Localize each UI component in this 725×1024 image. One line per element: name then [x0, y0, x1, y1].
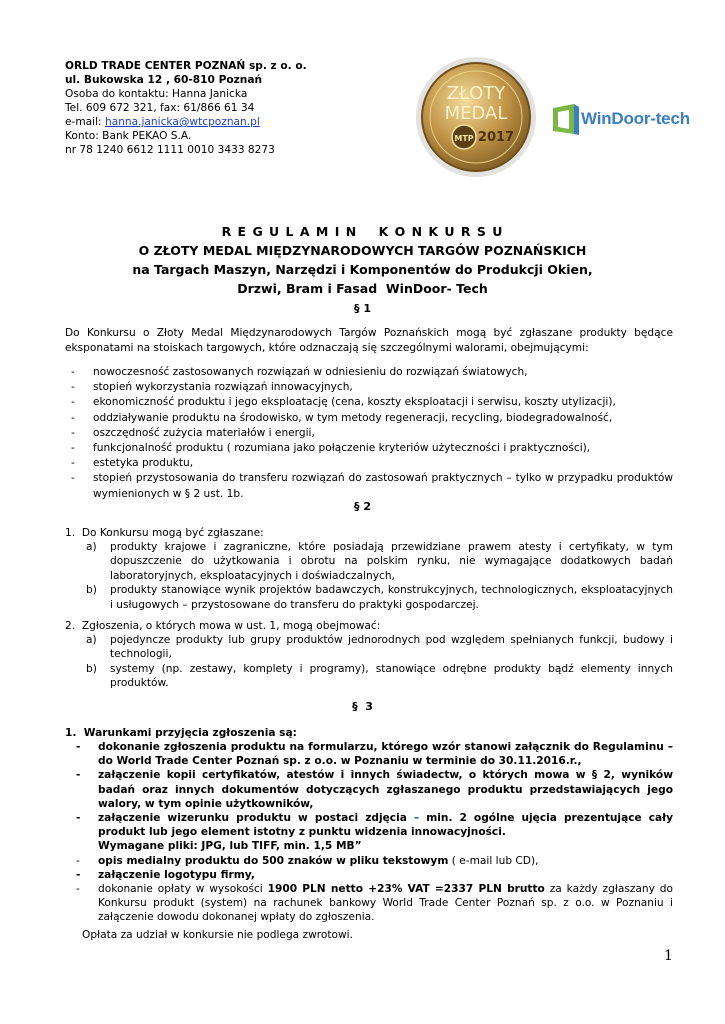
list-text: Wymagane pliki: JPG, lub TIFF, min. 1,5 MB” [98, 840, 362, 853]
medal-mtp-mark: MTP [454, 134, 474, 143]
list-letter: a) [86, 541, 97, 553]
doc-title-line4: Drzwi, Bram i Fasad WinDoor- Tech [237, 281, 488, 296]
list-text: załączenie wizerunku produktu w postaci zdjęcia [98, 812, 414, 825]
list-text: produkty stanowiące wynik projektów badawczych, konstrukcyjnych, technologicznych, eksploatacyjnych i usługowych – przystosowane do transferu do praktyki gospodarczej. [110, 584, 673, 611]
email-label: e-mail: [65, 116, 105, 128]
list-letter: b) [86, 662, 97, 675]
doc-title-block [0, 222, 725, 298]
list-text: pojedyncze produkty lub grupy produktów jednorodnych pod względem spełnianych funkcji, budowy i technologii, [110, 634, 673, 661]
list-item: - oddziaływanie produktu na środowisko, w tym metody regeneracji, recycling, biodegradowalność, [65, 411, 673, 426]
list-text: 1900 PLN netto +23% VAT =2337 PLN brutto [267, 883, 545, 896]
section-1-intro: Do Konkursu o Złoty Medal Międzynarodowych Targów Poznańskich mogą być zgłaszane produkty będące eksponatami na stoiskach targowych, które odznaczają się szczególnymi walorami, obejmującymi: [65, 327, 673, 354]
windoor-window-icon [550, 104, 580, 136]
company-name: ORLD TRADE CENTER POZNAŃ sp. z o. o. [65, 60, 307, 72]
list-item [70, 811, 673, 854]
section-2-para-2: 2. Zgłoszenia, o których mowa w ust. 1, mogą obejmować: [65, 620, 381, 632]
list-item [86, 583, 673, 612]
list-letter: a) [86, 634, 97, 646]
company-address: ul. Bukowska 12 , 60-810 Poznań [65, 74, 263, 86]
list-item: - ekonomiczność produktu i jego eksploatację (cena, koszty eksploatacji i serwisu, koszty utylizacji), [65, 395, 673, 410]
list-item: - estetyka produktu, [65, 456, 673, 471]
list-item: - załączenie kopii certyfikatów, atestów i innych świadectw, o których mowa w § 2, wyników badań oraz innych dokumentów dotyczących zgłaszanego produktu przedstawiających jego walory, w tym opinie użytkowników, [70, 768, 673, 811]
list-item [70, 854, 673, 868]
list-letter: b) [86, 584, 97, 597]
list-text: systemy (np. zestawy, komplety i programy), stanowiące odrębne produkty bądź elementy innych produktów. [110, 662, 673, 690]
list-text: ( e-mail lub CD), [448, 854, 539, 867]
list-item [86, 662, 673, 691]
doc-title-line2: O ZŁOTY MEDAL MIĘDZYNARODOWYCH TARGÓW POZNAŃSKICH [138, 243, 587, 258]
list-text: dokonanie opłaty w wysokości [98, 883, 268, 896]
doc-title-regulamin: R E G U L A M I N K O N K U R S U [221, 224, 504, 239]
list-item: - załączenie logotypu firmy, [70, 868, 673, 882]
bank-name: Konto: Bank PEKAO S.A. [65, 130, 192, 142]
bank-account: nr 78 1240 6612 1111 0010 3433 8273 [65, 144, 275, 156]
medal-text-medal: MEDAL [444, 103, 508, 124]
list-item: - dokonanie zgłoszenia produktu na formularzu, którego wzór stanowi załącznik do Regulaminu – do World Trade Center Poznań sp. z o.o. w Poznaniu w terminie do 30.11.2016.r., [70, 740, 673, 768]
doc-title-line3: na Targach Maszyn, Narzędzi i Komponentów do Produkcji Okien, [132, 262, 593, 277]
list-item [70, 882, 673, 925]
section-2-sublist-1 [86, 540, 673, 612]
section-3-heading: § 3 [352, 700, 373, 713]
list-item: - funkcjonalność produktu ( rozumiana jako połączenie kryteriów użyteczności i praktyczności), [65, 441, 673, 456]
section-2-heading: § 2 [354, 500, 371, 513]
blue-dash: – [413, 812, 420, 825]
email-line [65, 115, 395, 129]
section-3-conditions-list [70, 740, 673, 925]
zloty-medal-logo [414, 55, 538, 179]
list-text: opis medialny produktu do 500 znaków w pliku tekstowym [98, 854, 449, 867]
list-item [86, 540, 673, 583]
page-number: 1 [664, 948, 673, 964]
list-item: - stopień wykorzystania rozwiązań innowacyjnych, [65, 380, 673, 395]
medal-year: 2017 [477, 130, 515, 145]
list-item: - oszczędność zużycia materiałów i energii, [65, 426, 673, 441]
list-item: - nowoczesność zastosowanych rozwiązań w odniesieniu do rozwiązań światowych, [65, 365, 673, 380]
list-text: za każdy zgłaszany do Konkursu produkt (system) na rachunek bankowy World Trade Center Poznań sp. z o.o. w Poznaniu i załączenie dowodu dokonanej wpłaty do zgłoszenia. [98, 883, 673, 924]
list-text: produkty krajowe i zagraniczne, które posiadają przewidziane prawem atesty i certyfikaty, w tym dopuszczenie do użytkowania i obrotu na polskim rynku, nie wymagające dodatkowych badań laboratoryjnych, eksploatacyjnych i doświadczalnych, [110, 541, 673, 582]
section-3-para-1: 1. Warunkami przyjęcia zgłoszenia są: [65, 727, 297, 739]
section-3-note: Opłata za udział w konkursie nie podlega zwrotowi. [82, 929, 353, 941]
phone-fax: Tel. 609 672 321, fax: 61/866 61 34 [65, 102, 255, 114]
windoor-tech-wordmark: WinDoor-tech [581, 109, 690, 128]
section-2-sublist-2 [86, 633, 673, 691]
email-link[interactable]: hanna.janicka@wtcpoznan.pl [104, 116, 260, 128]
medal-icon [414, 55, 538, 179]
contact-person: Osoba do kontaktu: Hanna Janicka [65, 88, 248, 100]
list-item: - stopień przystosowania do transferu rozwiązań do zastosowań praktycznych – tylko w przypadku produktów wymienionych w § 2 ust. 1b. [65, 471, 673, 501]
medal-text-zloty: ZŁOTY [446, 83, 506, 104]
section-1-heading: § 1 [354, 302, 371, 315]
list-text: min. 2 ogólne ujęcia prezentujące cały produkt lub jego element istotny z punktu widzenia innowacyjności. [98, 812, 673, 839]
section-2-para-1: 1. Do Konkursu mogą być zgłaszane: [65, 527, 264, 539]
section-1-criteria-list [65, 365, 673, 502]
sender-block [65, 59, 395, 157]
windoor-tech-logo [550, 103, 710, 137]
list-item [86, 633, 673, 662]
